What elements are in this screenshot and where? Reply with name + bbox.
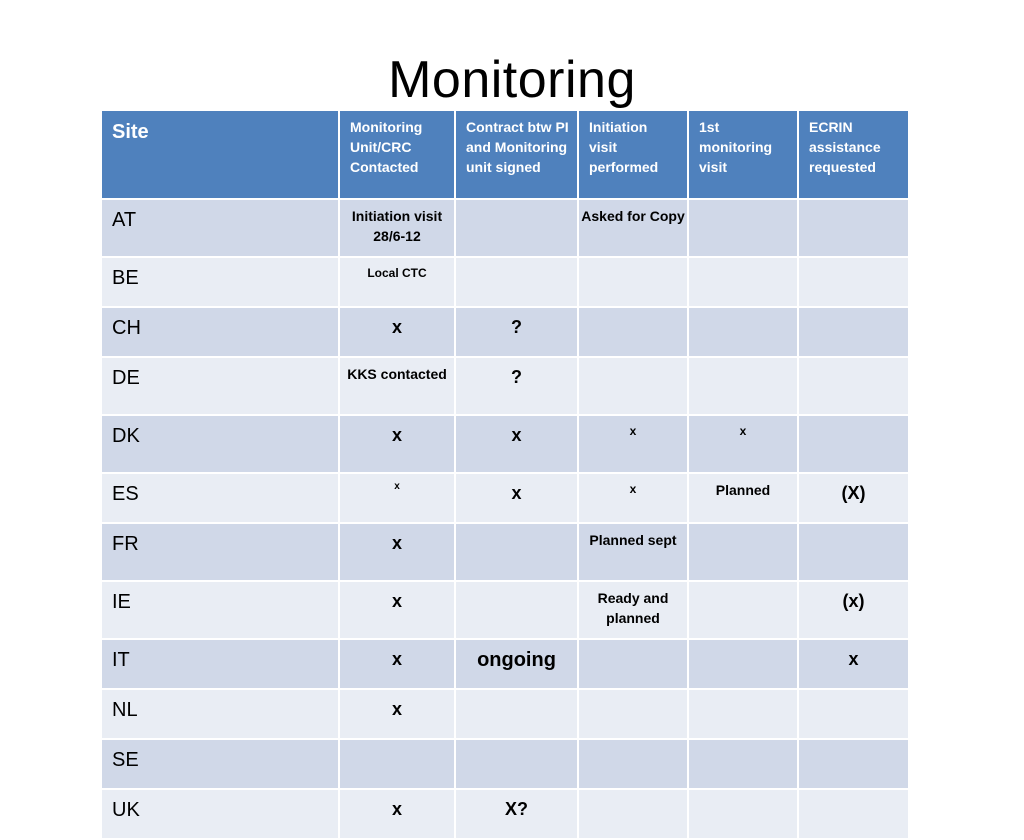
contract-cell: X? — [455, 789, 578, 839]
site-cell: ES — [101, 473, 339, 523]
initiation-visit-cell: Planned sept — [578, 523, 688, 581]
first-monitoring-cell: x — [688, 415, 798, 473]
first-monitoring-cell — [688, 739, 798, 789]
contract-cell — [455, 739, 578, 789]
first-monitoring-cell — [688, 639, 798, 689]
ecrin-assistance-cell: (X) — [798, 473, 909, 523]
first-monitoring-cell — [688, 523, 798, 581]
slide-title: Monitoring — [388, 51, 636, 109]
contract-cell: ? — [455, 357, 578, 415]
site-cell: NL — [101, 689, 339, 739]
initiation-visit-cell: Asked for Copy — [578, 199, 688, 257]
monitoring-unit-cell: Local CTC — [339, 257, 455, 307]
contract-cell — [455, 257, 578, 307]
header-initiation-visit: Initiation visit performed — [578, 110, 688, 199]
ecrin-assistance-cell — [798, 689, 909, 739]
ecrin-assistance-cell — [798, 257, 909, 307]
monitoring-table — [100, 109, 910, 840]
header-site: Site — [101, 110, 339, 199]
table-row — [101, 581, 909, 639]
table-row — [101, 257, 909, 307]
site-cell: FR — [101, 523, 339, 581]
first-monitoring-cell — [688, 257, 798, 307]
contract-cell: x — [455, 415, 578, 473]
initiation-visit-cell — [578, 689, 688, 739]
ecrin-assistance-cell — [798, 789, 909, 839]
initiation-visit-cell: x — [578, 415, 688, 473]
contract-cell: ? — [455, 307, 578, 357]
header-contract: Contract btw PI and Monitoring unit signed — [455, 110, 578, 199]
contract-cell: x — [455, 473, 578, 523]
contract-cell — [455, 199, 578, 257]
contract-cell — [455, 523, 578, 581]
table-row — [101, 789, 909, 839]
monitoring-unit-cell — [339, 739, 455, 789]
table-row — [101, 307, 909, 357]
table-row — [101, 415, 909, 473]
table-row — [101, 523, 909, 581]
first-monitoring-cell — [688, 199, 798, 257]
table-row — [101, 357, 909, 415]
header-first-monitoring-visit: 1st monitoring visit — [688, 110, 798, 199]
initiation-visit-cell: x — [578, 473, 688, 523]
first-monitoring-cell — [688, 581, 798, 639]
header-ecrin-assistance: ECRIN assistance requested — [798, 110, 909, 199]
monitoring-unit-cell: x — [339, 415, 455, 473]
site-cell: AT — [101, 199, 339, 257]
ecrin-assistance-cell — [798, 739, 909, 789]
ecrin-assistance-cell: (x) — [798, 581, 909, 639]
site-cell: UK — [101, 789, 339, 839]
table-row — [101, 473, 909, 523]
contract-cell — [455, 689, 578, 739]
ecrin-assistance-cell — [798, 307, 909, 357]
ecrin-assistance-cell — [798, 199, 909, 257]
site-cell: BE — [101, 257, 339, 307]
monitoring-unit-cell: x — [339, 307, 455, 357]
monitoring-unit-cell: x — [339, 581, 455, 639]
site-cell: DK — [101, 415, 339, 473]
ecrin-assistance-cell — [798, 357, 909, 415]
ecrin-assistance-cell — [798, 415, 909, 473]
first-monitoring-cell: Planned — [688, 473, 798, 523]
ecrin-assistance-cell — [798, 523, 909, 581]
monitoring-unit-cell: x — [339, 639, 455, 689]
contract-cell — [455, 581, 578, 639]
monitoring-unit-cell: x — [339, 523, 455, 581]
site-cell: IE — [101, 581, 339, 639]
initiation-visit-cell — [578, 789, 688, 839]
first-monitoring-cell — [688, 689, 798, 739]
monitoring-unit-cell: KKS contacted — [339, 357, 455, 415]
monitoring-unit-cell: x — [339, 789, 455, 839]
initiation-visit-cell — [578, 739, 688, 789]
initiation-visit-cell: Ready and planned — [578, 581, 688, 639]
monitoring-unit-cell: x — [339, 689, 455, 739]
table-row — [101, 689, 909, 739]
monitoring-unit-cell: Initiation visit 28/6-12 — [339, 199, 455, 257]
contract-cell: ongoing — [455, 639, 578, 689]
site-cell: SE — [101, 739, 339, 789]
first-monitoring-cell — [688, 357, 798, 415]
first-monitoring-cell — [688, 789, 798, 839]
first-monitoring-cell — [688, 307, 798, 357]
header-monitoring-unit: Monitoring Unit/CRC Contacted — [339, 110, 455, 199]
table-row — [101, 739, 909, 789]
site-cell: CH — [101, 307, 339, 357]
site-cell: DE — [101, 357, 339, 415]
initiation-visit-cell — [578, 257, 688, 307]
table-row — [101, 199, 909, 257]
initiation-visit-cell — [578, 307, 688, 357]
ecrin-assistance-cell: x — [798, 639, 909, 689]
site-cell: IT — [101, 639, 339, 689]
initiation-visit-cell — [578, 639, 688, 689]
header-row — [101, 110, 909, 199]
initiation-visit-cell — [578, 357, 688, 415]
table-row — [101, 639, 909, 689]
monitoring-unit-cell: x — [339, 473, 455, 523]
